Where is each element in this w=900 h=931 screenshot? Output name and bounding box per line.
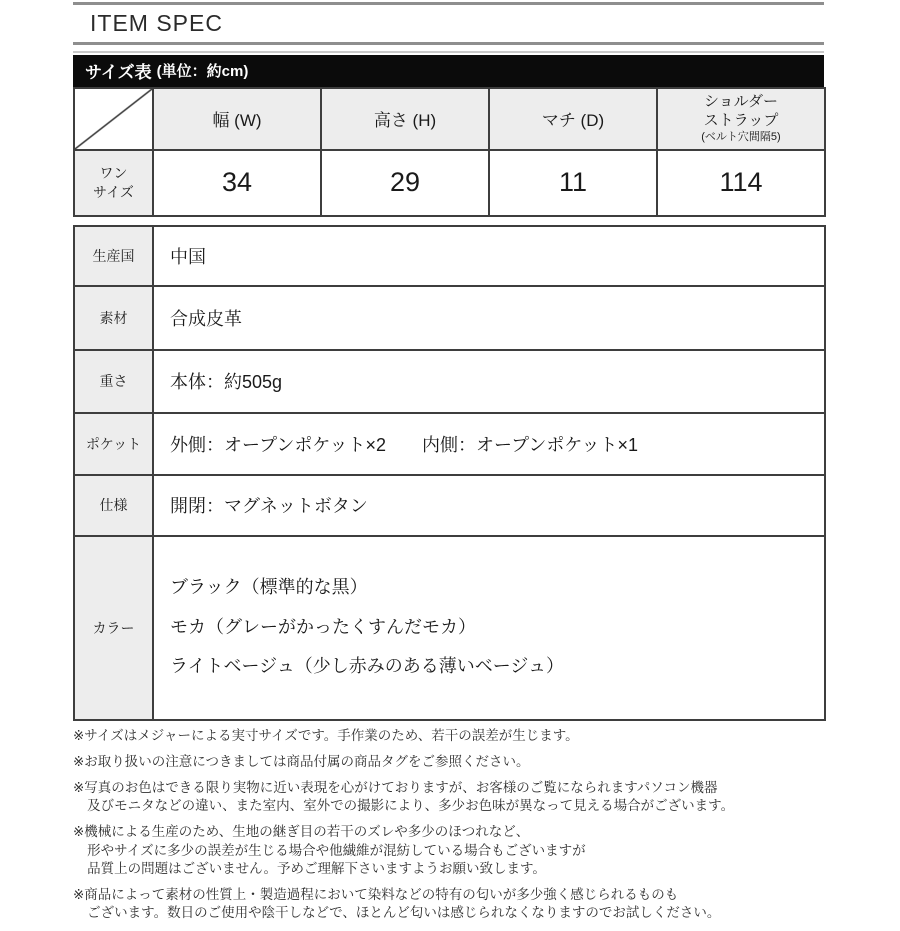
note-line: 及びモニタなどの違い、また室内、室外での撮影により、多少お色味が異なって見える場合がございます。 bbox=[87, 798, 735, 814]
size-table-header-row bbox=[74, 88, 825, 150]
spec-row-country bbox=[74, 226, 825, 286]
spec-value-color bbox=[153, 536, 825, 720]
spec-row-pocket bbox=[74, 413, 825, 475]
size-row-label bbox=[74, 150, 153, 216]
note-odor bbox=[73, 886, 824, 922]
spec-row-material bbox=[74, 286, 825, 350]
note-line: ※写真のお色はできる限り実物に近い表現を心がけておりますが、お客様のご覧になられますパソコン機器 bbox=[73, 780, 718, 796]
note-line: ございます。数日のご使用や陰干しなどで、ほとんど匂いは感じられなくなりますのでお試しください。 bbox=[87, 905, 721, 921]
diagonal-line bbox=[75, 89, 152, 149]
size-value-depth: 11 bbox=[489, 150, 657, 216]
size-table-caption: サイズ表 bbox=[85, 63, 152, 83]
size-row-label-line-1: ワン bbox=[99, 165, 128, 182]
spec-table bbox=[73, 225, 826, 721]
spec-label-country: 生産国 bbox=[74, 226, 153, 286]
size-value-width: 34 bbox=[153, 150, 321, 216]
note-line: 品質上の問題はございません。予めご理解下さいますようお願い致します。 bbox=[87, 860, 546, 876]
spec-value-country: 中国 bbox=[153, 226, 825, 286]
color-option-mocha: モカ（グレーがかったくすんだモカ） bbox=[170, 616, 476, 637]
size-table-caption-unit: (単位：約cm) bbox=[156, 63, 249, 81]
spec-label-color: カラー bbox=[74, 536, 153, 720]
note-production-variance bbox=[73, 823, 824, 878]
color-option-light-beige: ライトベージュ（少し赤みのある薄いベージュ） bbox=[170, 656, 565, 677]
spec-row-feature bbox=[74, 475, 825, 536]
spec-row-color bbox=[74, 536, 825, 720]
size-row-label-line-2: サイズ bbox=[93, 183, 134, 200]
size-value-height: 29 bbox=[321, 150, 489, 216]
note-line: ※商品によって素材の性質上・製造過程において染料などの特有の匂いが多少強く感じられるものも bbox=[73, 887, 679, 903]
sub-divider bbox=[73, 51, 824, 53]
col-header-height: 高さ (H) bbox=[321, 88, 489, 150]
spec-value-weight: 本体：約505g bbox=[153, 350, 825, 413]
title-divider bbox=[73, 42, 824, 45]
size-table-caption-bar bbox=[73, 55, 824, 87]
spec-value-pocket: 外側：オープンポケット×2 内側：オープンポケット×1 bbox=[153, 413, 825, 475]
page-title: ITEM SPEC bbox=[90, 10, 223, 36]
shoulder-line-3: (ベルト穴間隔5) bbox=[701, 130, 781, 143]
col-header-depth: マチ (D) bbox=[489, 88, 657, 150]
color-option-black: ブラック（標準的な黒） bbox=[170, 577, 368, 598]
col-header-shoulder-strap bbox=[657, 88, 825, 150]
content-column bbox=[73, 0, 824, 931]
spec-label-material: 素材 bbox=[74, 286, 153, 350]
spec-value-material: 合成皮革 bbox=[153, 286, 825, 350]
note-color-display bbox=[73, 779, 824, 815]
diagonal-cell bbox=[74, 88, 153, 150]
spec-label-feature: 仕様 bbox=[74, 475, 153, 536]
note-line: 形やサイズに多少の誤差が生じる場合や他繊維が混紡している場合もございますが bbox=[87, 842, 586, 858]
shoulder-line-1: ショルダー bbox=[703, 93, 779, 111]
note-size-measurement bbox=[73, 727, 824, 745]
col-header-width: 幅 (W) bbox=[153, 88, 321, 150]
size-table-data-row bbox=[74, 150, 825, 216]
shoulder-line-2: ストラップ bbox=[703, 112, 779, 129]
spec-value-feature: 開閉：マグネットボタン bbox=[153, 475, 825, 536]
note-line: ※お取り扱いの注意につきましては商品付属の商品タグをご参照ください。 bbox=[73, 753, 530, 769]
size-table bbox=[73, 87, 826, 217]
notes-section bbox=[73, 727, 824, 923]
note-care-tag bbox=[73, 753, 824, 771]
table-gap bbox=[73, 217, 824, 225]
spec-row-weight bbox=[74, 350, 825, 413]
spec-label-pocket: ポケット bbox=[74, 413, 153, 475]
spec-label-weight: 重さ bbox=[74, 350, 153, 413]
note-line: ※機械による生産のため、生地の継ぎ目の若干のズレや多少のほつれなど、 bbox=[73, 824, 530, 840]
size-value-shoulder: 114 bbox=[657, 150, 825, 216]
note-line: ※サイズはメジャーによる実寸サイズです。手作業のため、若干の誤差が生じます。 bbox=[73, 727, 579, 743]
